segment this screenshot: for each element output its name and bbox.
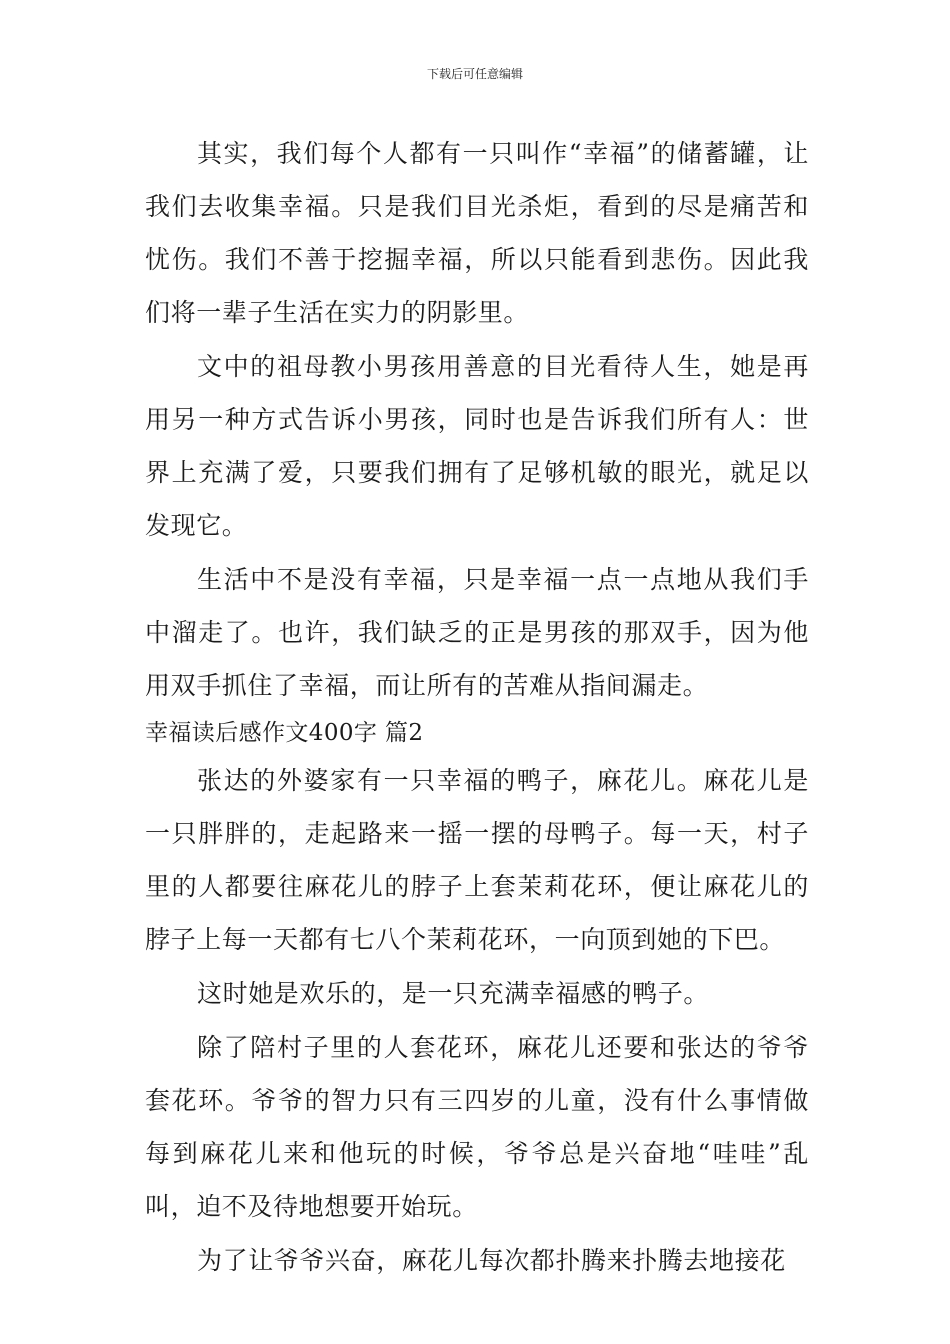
paragraph: 为了让爷爷兴奋，麻花儿每次都扑腾来扑腾去地接花 (197, 1246, 786, 1275)
paragraph: 文中的祖母教小男孩用善意的目光看待人生，她是再用另一种方式告诉小男孩，同时也是告诉我们所有人：世界上充满了爱，只要我们拥有了足够机敏的眼光，就足以发现它。 (145, 352, 809, 540)
paragraph: 张达的外婆家有一只幸福的鸭子，麻花儿。麻花儿是一只胖胖的，走起路来一摇一摆的母鸭子。每一天，村子里的人都要往麻花儿的脖子上套茉莉花环，便让麻花儿的脖子上每一天都有七八个茉莉花环，一向顶到她的下巴。 (145, 766, 809, 954)
body-text (145, 127, 809, 1287)
paragraph: 除了陪村子里的人套花环，麻花儿还要和张达的爷爷套花环。爷爷的智力只有三四岁的儿童，没有什么事情做每到麻花儿来和他玩的时候，爷爷总是兴奋地“哇哇”乱叫，迫不及待地想要开始玩。 (145, 1033, 809, 1221)
header-note: 下载后可任意编辑 (426, 67, 523, 81)
section-heading: 幸福读后感作文400字 篇2 (145, 720, 424, 746)
paragraph: 这时她是欢乐的，是一只充满幸福感的鸭子。 (197, 979, 710, 1008)
paragraph: 生活中不是没有幸福，只是幸福一点一点地从我们手中溜走了。也许，我们缺乏的正是男孩的那双手，因为他用双手抓住了幸福，而让所有的苦难从指间漏走。 (145, 565, 809, 700)
paragraph: 其实，我们每个人都有一只叫作“幸福”的储蓄罐，让我们去收集幸福。只是我们目光杀炬，看到的尽是痛苦和忧伤。我们不善于挖掘幸福，所以只能看到悲伤。因此我们将一辈子生活在实力的阴影里。 (145, 139, 809, 327)
